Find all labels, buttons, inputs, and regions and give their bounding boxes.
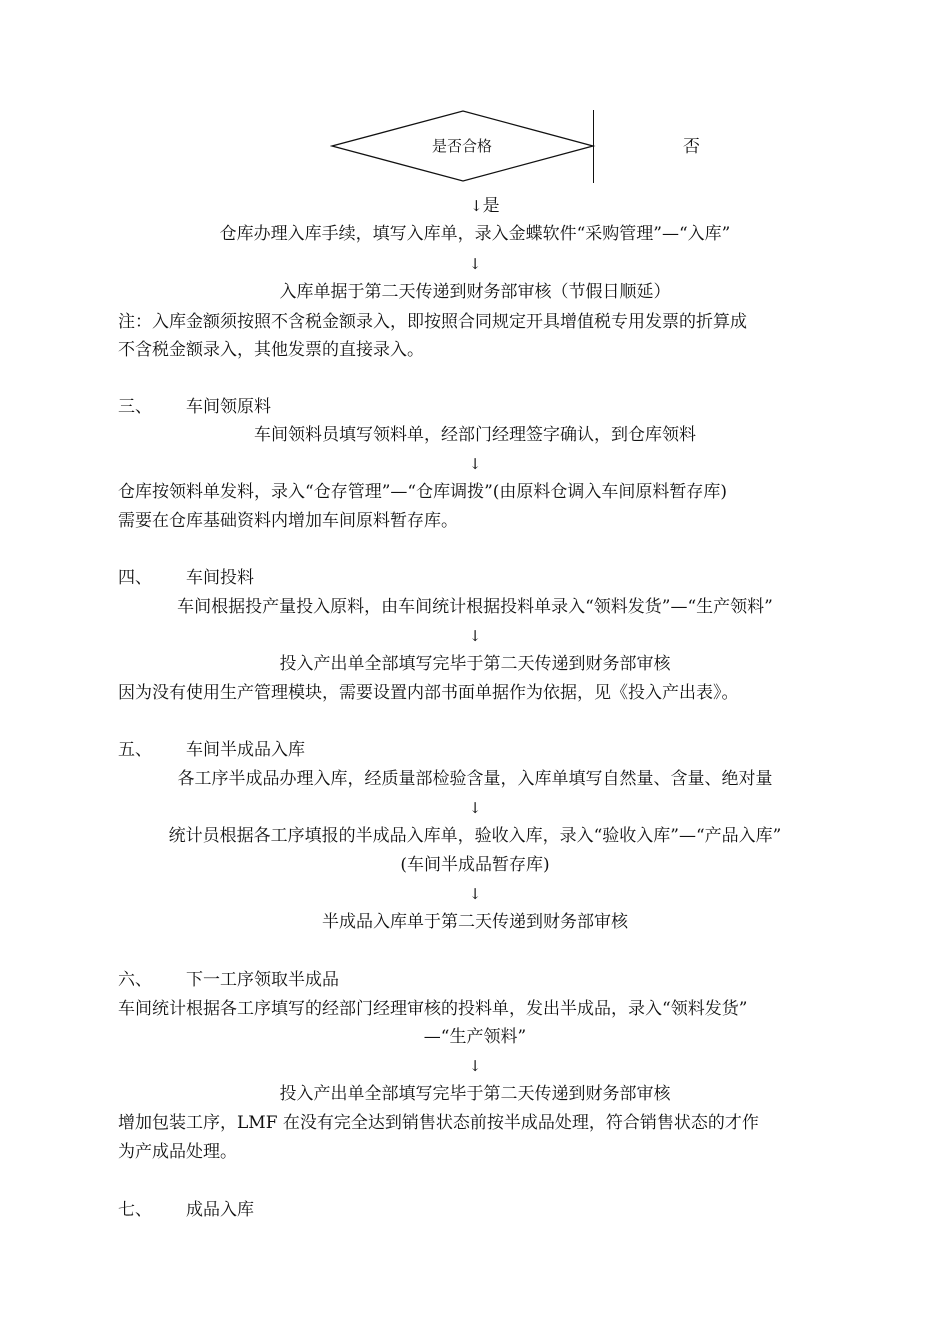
s3-step-b: 仓库按领料单发料，录入“仓存管理”—“仓库调拨”(由原料仓调入车间原料暂存库) xyxy=(118,482,728,502)
section-number: 四、 xyxy=(118,568,152,588)
s5-step-b: 统计员根据各工序填报的半成品入库单，验收入库，录入“验收入库”—“产品入库” xyxy=(168,826,782,846)
section-title: 下一工序领取半成品 xyxy=(186,970,339,990)
down-arrow-icon: ↓ xyxy=(468,627,482,645)
s6-step-b: 投入产出单全部填写完毕于第二天传递到财务部审核 xyxy=(279,1084,671,1104)
section-title: 成品入库 xyxy=(186,1200,254,1220)
s5-step-a: 各工序半成品办理入库，经质量部检验含量，入库单填写自然量、含量、绝对量 xyxy=(177,769,773,789)
s6-note-2: 为产成品处理。 xyxy=(118,1142,237,1162)
down-arrow-icon: ↓ xyxy=(470,197,483,215)
s4-note: 因为没有使用生产管理模块，需要设置内部书面单据作为依据，见《投入产出表》。 xyxy=(118,683,739,703)
down-arrow-icon: ↓ xyxy=(468,1057,482,1075)
s6-step-a: 车间统计根据各工序填写的经部门经理审核的投料单，发出半成品，录入“领料发货” xyxy=(118,999,748,1019)
section-number: 六、 xyxy=(118,970,152,990)
section-title: 车间领原料 xyxy=(186,397,271,417)
down-arrow-icon: ↓ xyxy=(468,799,482,817)
s3-step-a: 车间领料员填写领料单，经部门经理签字确认，到仓库领料 xyxy=(254,425,696,445)
section-number: 三、 xyxy=(118,397,152,417)
s4-step-a: 车间根据投产量投入原料，由车间统计根据投料单录入“领料发货”—“生产领料” xyxy=(177,597,773,617)
down-arrow-icon: ↓ xyxy=(468,455,482,473)
section-number: 七、 xyxy=(118,1200,152,1220)
s5-step-c: 半成品入库单于第二天传递到财务部审核 xyxy=(322,912,628,932)
s6-note-1: 增加包装工序，LMF 在没有完全达到销售状态前按半成品处理，符合销售状态的才作 xyxy=(118,1113,759,1133)
yes-branch xyxy=(470,194,500,218)
step-warehouse-entry: 仓库办理入库手续，填写入库单，录入金蝶软件“采购管理”—“入库” xyxy=(219,224,731,244)
note-line-1: 注：入库金额须按照不含税金额录入，即按照合同规定开具增值税专用发票的折算成 xyxy=(118,312,747,332)
section-title: 车间投料 xyxy=(186,568,254,588)
no-label: 否 xyxy=(683,137,700,157)
s5-step-b-cont: (车间半成品暂存库) xyxy=(400,855,550,875)
s3-note: 需要在仓库基础资料内增加车间原料暂存库。 xyxy=(118,511,458,531)
yes-label: 是 xyxy=(482,196,500,216)
s6-step-a-cont: —“生产领料” xyxy=(423,1027,527,1047)
section-number: 五、 xyxy=(118,740,152,760)
decision-question: 是否合格 xyxy=(431,137,492,155)
no-branch-line xyxy=(593,110,594,183)
section-title: 车间半成品入库 xyxy=(186,740,305,760)
down-arrow-icon: ↓ xyxy=(468,885,482,903)
step-entry-to-finance: 入库单据于第二天传递到财务部审核（节假日顺延） xyxy=(279,282,671,302)
down-arrow-icon: ↓ xyxy=(468,255,482,273)
s4-step-b: 投入产出单全部填写完毕于第二天传递到财务部审核 xyxy=(279,654,671,674)
note-line-2: 不含税金额录入，其他发票的直接录入。 xyxy=(118,340,424,360)
